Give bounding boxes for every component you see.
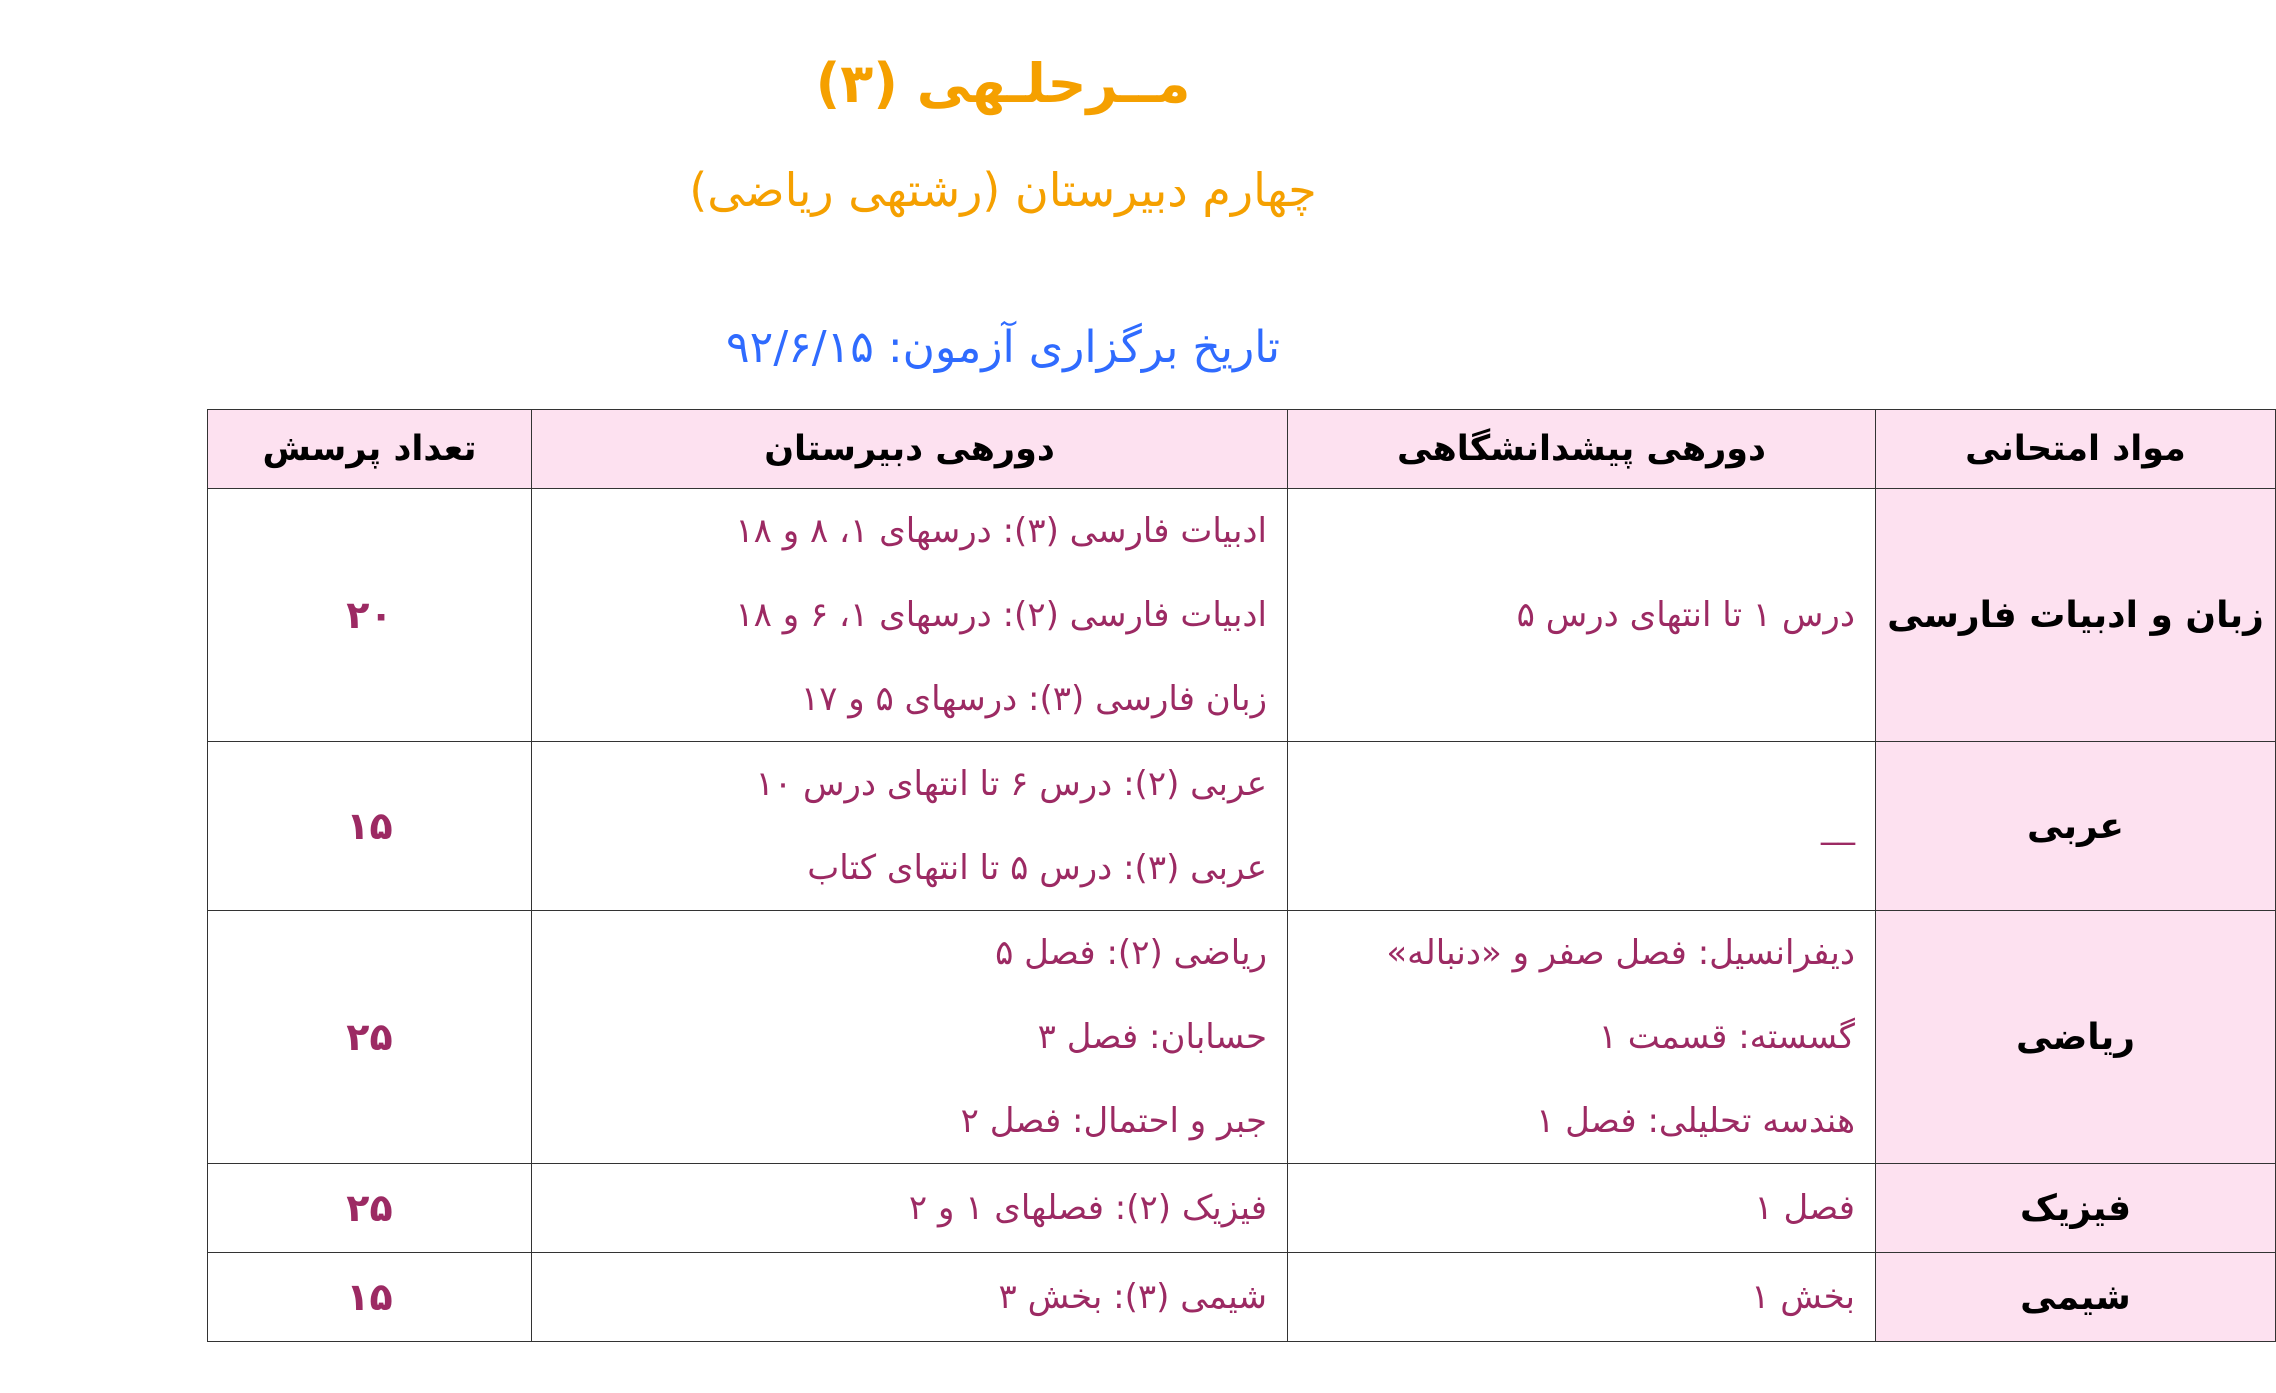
- pre-university-cell: [1288, 489, 1876, 742]
- high-school-cell: [532, 1164, 1288, 1253]
- exam-date: تاریخ برگزاری آزمون: ۹۲/۶/۱۵: [726, 322, 1280, 373]
- page-subtitle: چهارم دبیرستان (رشتهی ریاضی): [689, 163, 1317, 217]
- high-school-cell: [532, 742, 1288, 911]
- high-school-line: عربی (۲): درس ۶ تا انتهای درس ۱۰: [755, 764, 1267, 804]
- pre-university-cell: [1288, 742, 1876, 911]
- subject-cell: شیمی: [1876, 1253, 2276, 1342]
- high-school-line: ریاضی (۲): فصل ۵: [995, 933, 1267, 973]
- pre-university-line: بخش ۱: [1751, 1277, 1855, 1317]
- pre-university-line: فصل ۱: [1754, 1188, 1855, 1228]
- header-subject: مواد امتحانی: [1876, 410, 2276, 489]
- question-count-cell: ۲۰: [208, 489, 532, 742]
- table-header-row: [208, 410, 2276, 489]
- high-school-line: ادبیات فارسی (۲): درسهای ۱، ۶ و ۱۸: [735, 595, 1267, 635]
- high-school-line: فیزیک (۲): فصلهای ۱ و ۲: [908, 1188, 1267, 1228]
- subject-cell: فیزیک: [1876, 1164, 2276, 1253]
- table-row: [208, 742, 2276, 911]
- question-count-cell: ۲۵: [208, 1164, 532, 1253]
- header-high-school: دورهی دبیرستان: [532, 410, 1288, 489]
- pre-university-line: هندسه تحلیلی: فصل ۱: [1536, 1101, 1855, 1141]
- question-count-cell: ۱۵: [208, 1253, 532, 1342]
- exam-schedule-table: [207, 409, 2276, 1342]
- high-school-line: حسابان: فصل ۳: [1037, 1017, 1267, 1057]
- high-school-line: زبان فارسی (۳): درسهای ۵ و ۱۷: [800, 679, 1267, 719]
- pre-university-line: دیفرانسیل: فصل صفر و «دنباله»: [1386, 933, 1855, 973]
- subject-cell: عربی: [1876, 742, 2276, 911]
- table-row: [208, 1253, 2276, 1342]
- high-school-line: شیمی (۳): بخش ۳: [998, 1277, 1267, 1317]
- question-count-cell: ۱۵: [208, 742, 532, 911]
- header-question-count: تعداد پرسش: [208, 410, 532, 489]
- high-school-cell: [532, 489, 1288, 742]
- pre-university-cell: [1288, 911, 1876, 1164]
- page-title: مــرحلـهی (۳): [815, 52, 1191, 115]
- header-pre-university: دورهی پیشدانشگاهی: [1288, 410, 1876, 489]
- pre-university-line: گسسته: قسمت ۱: [1598, 1017, 1855, 1057]
- high-school-line: جبر و احتمال: فصل ۲: [960, 1101, 1267, 1141]
- table-row: [208, 911, 2276, 1164]
- subject-cell: ریاضی: [1876, 911, 2276, 1164]
- pre-university-line: __: [1821, 806, 1855, 846]
- question-count-cell: ۲۵: [208, 911, 532, 1164]
- high-school-line: عربی (۳): درس ۵ تا انتهای کتاب: [807, 848, 1267, 888]
- pre-university-line: درس ۱ تا انتهای درس ۵: [1516, 595, 1855, 635]
- subject-cell: زبان و ادبیات فارسی: [1876, 489, 2276, 742]
- table-row: [208, 489, 2276, 742]
- pre-university-cell: [1288, 1164, 1876, 1253]
- pre-university-cell: [1288, 1253, 1876, 1342]
- high-school-line: ادبیات فارسی (۳): درسهای ۱، ۸ و ۱۸: [735, 511, 1267, 551]
- high-school-cell: [532, 911, 1288, 1164]
- table-row: [208, 1164, 2276, 1253]
- high-school-cell: [532, 1253, 1288, 1342]
